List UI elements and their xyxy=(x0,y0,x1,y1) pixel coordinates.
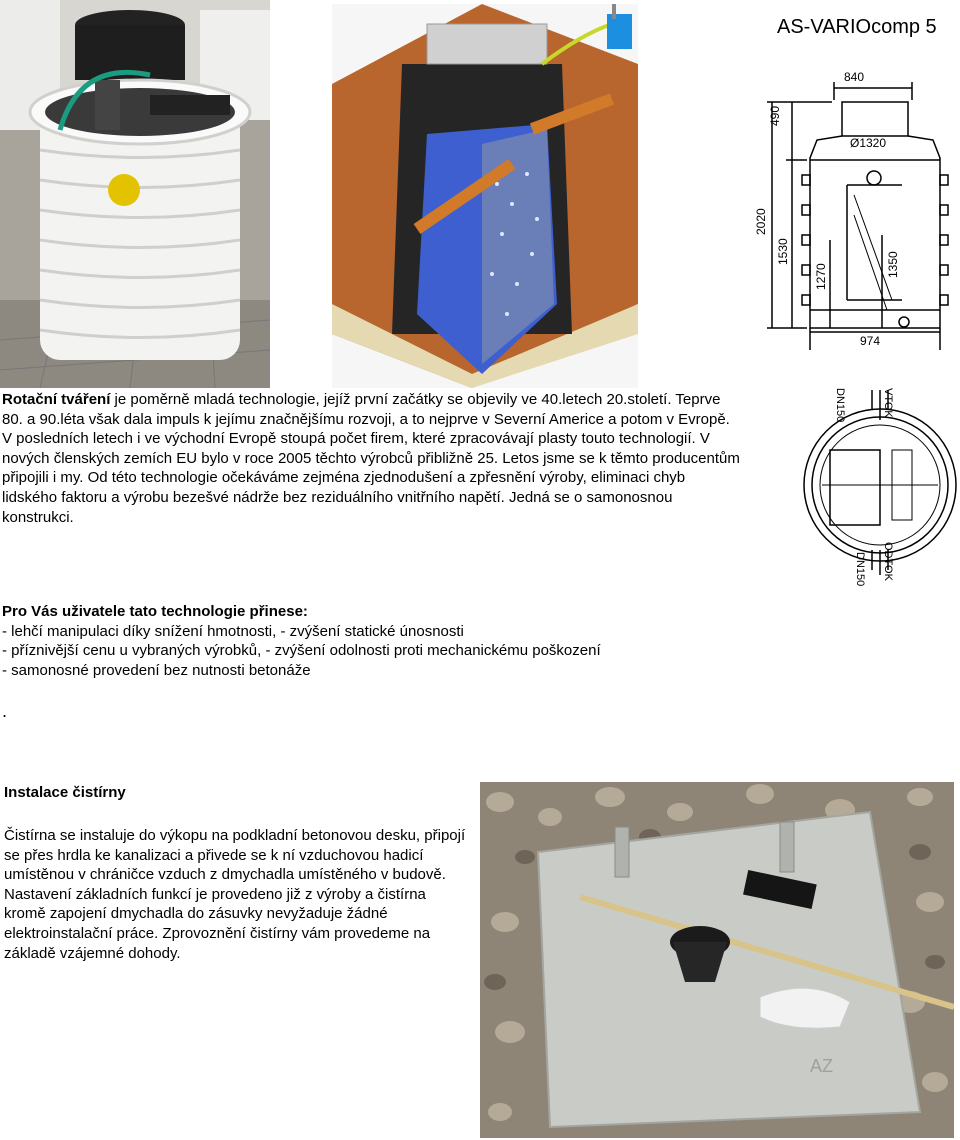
installation-heading: Instalace čistírny xyxy=(4,784,126,801)
cutaway-model-photo xyxy=(332,4,638,388)
intro-paragraph xyxy=(2,390,744,527)
intro-text: je poměrně mladá technologie, jejíž první začátky se objevily ve 40.letech 20.století. Teprve 80. a 90.léta však dala impuls k jejímu značnějšímu rozvoji, a to nejprve v Severní Americe a potom v Evropě. V posledních letech i ve východní Evropě stoupá počet firem, které zpracovávají plasty touto technologií. V nových členských zemích EU bylo v roce 2005 těchto výrobců přibližně 25. Letos jsme se k těmto producentům připojili i my. Od této technologie očekáváme zejména zjednodušení a zpřesnění výroby, eliminaci chyb lidského faktoru a výrobu bezešvé nádrže bez reziduálního vnitřního napětí. Jedná se o samonosnou konstrukci. xyxy=(2,391,740,526)
inlet-dn-label: DN150 xyxy=(834,388,846,423)
dim-490: 490 xyxy=(768,105,782,126)
drawing-title: AS-VARIOcomp 5 xyxy=(777,16,937,38)
benefits-block xyxy=(2,602,744,680)
outlet-label: ODTOK xyxy=(882,542,894,581)
benefit-line: - příznivější cenu u vybraných výrobků, - zvýšení odolnosti proti mechanickému poškození xyxy=(2,642,601,660)
dim-1530: 1530 xyxy=(776,238,790,265)
benefit-line: - samonosné provedení bez nutnosti betonáže xyxy=(2,661,311,679)
lid-on-gravel-photo xyxy=(480,782,954,1138)
dim-1270: 1270 xyxy=(814,263,828,290)
dim-diameter: Ø1320 xyxy=(850,136,887,150)
intro-lead: Rotační tváření xyxy=(2,391,111,408)
benefit-line: - lehčí manipulaci díky snížení hmotnosti, - zvýšení statické únosnosti xyxy=(2,622,464,640)
dim-1350: 1350 xyxy=(886,251,900,278)
separator-dot: . xyxy=(2,701,8,721)
dim-840: 840 xyxy=(844,70,865,84)
dim-2020: 2020 xyxy=(754,208,768,235)
inlet-label: VTOK xyxy=(882,388,894,418)
outlet-dn-label: DN150 xyxy=(854,552,866,587)
installation-text: Čistírna se instaluje do výkopu na podkladní betonovou desku, připojí se přes hrdla ke kanalizaci a přivede se k ní vzduchovou hadicí umístěnou v chráničce vzduch z dmychadla umístěného v budově. Nastavení základních funkcí je provedeno již z výroby a čistírna kromě zapojení dmychadla do zásuvky nevyžaduje žádné elektroinstalační práce. Zprovoznění čistírny vám provedeme na základě vzájemné dohody. xyxy=(4,827,466,962)
benefits-heading: Pro Vás uživatele tato technologie přinese: xyxy=(2,603,308,620)
tank-photo xyxy=(0,0,270,388)
technical-drawing xyxy=(754,10,960,600)
svg-text:AZ: AZ xyxy=(810,1056,834,1076)
dim-974: 974 xyxy=(860,334,881,348)
